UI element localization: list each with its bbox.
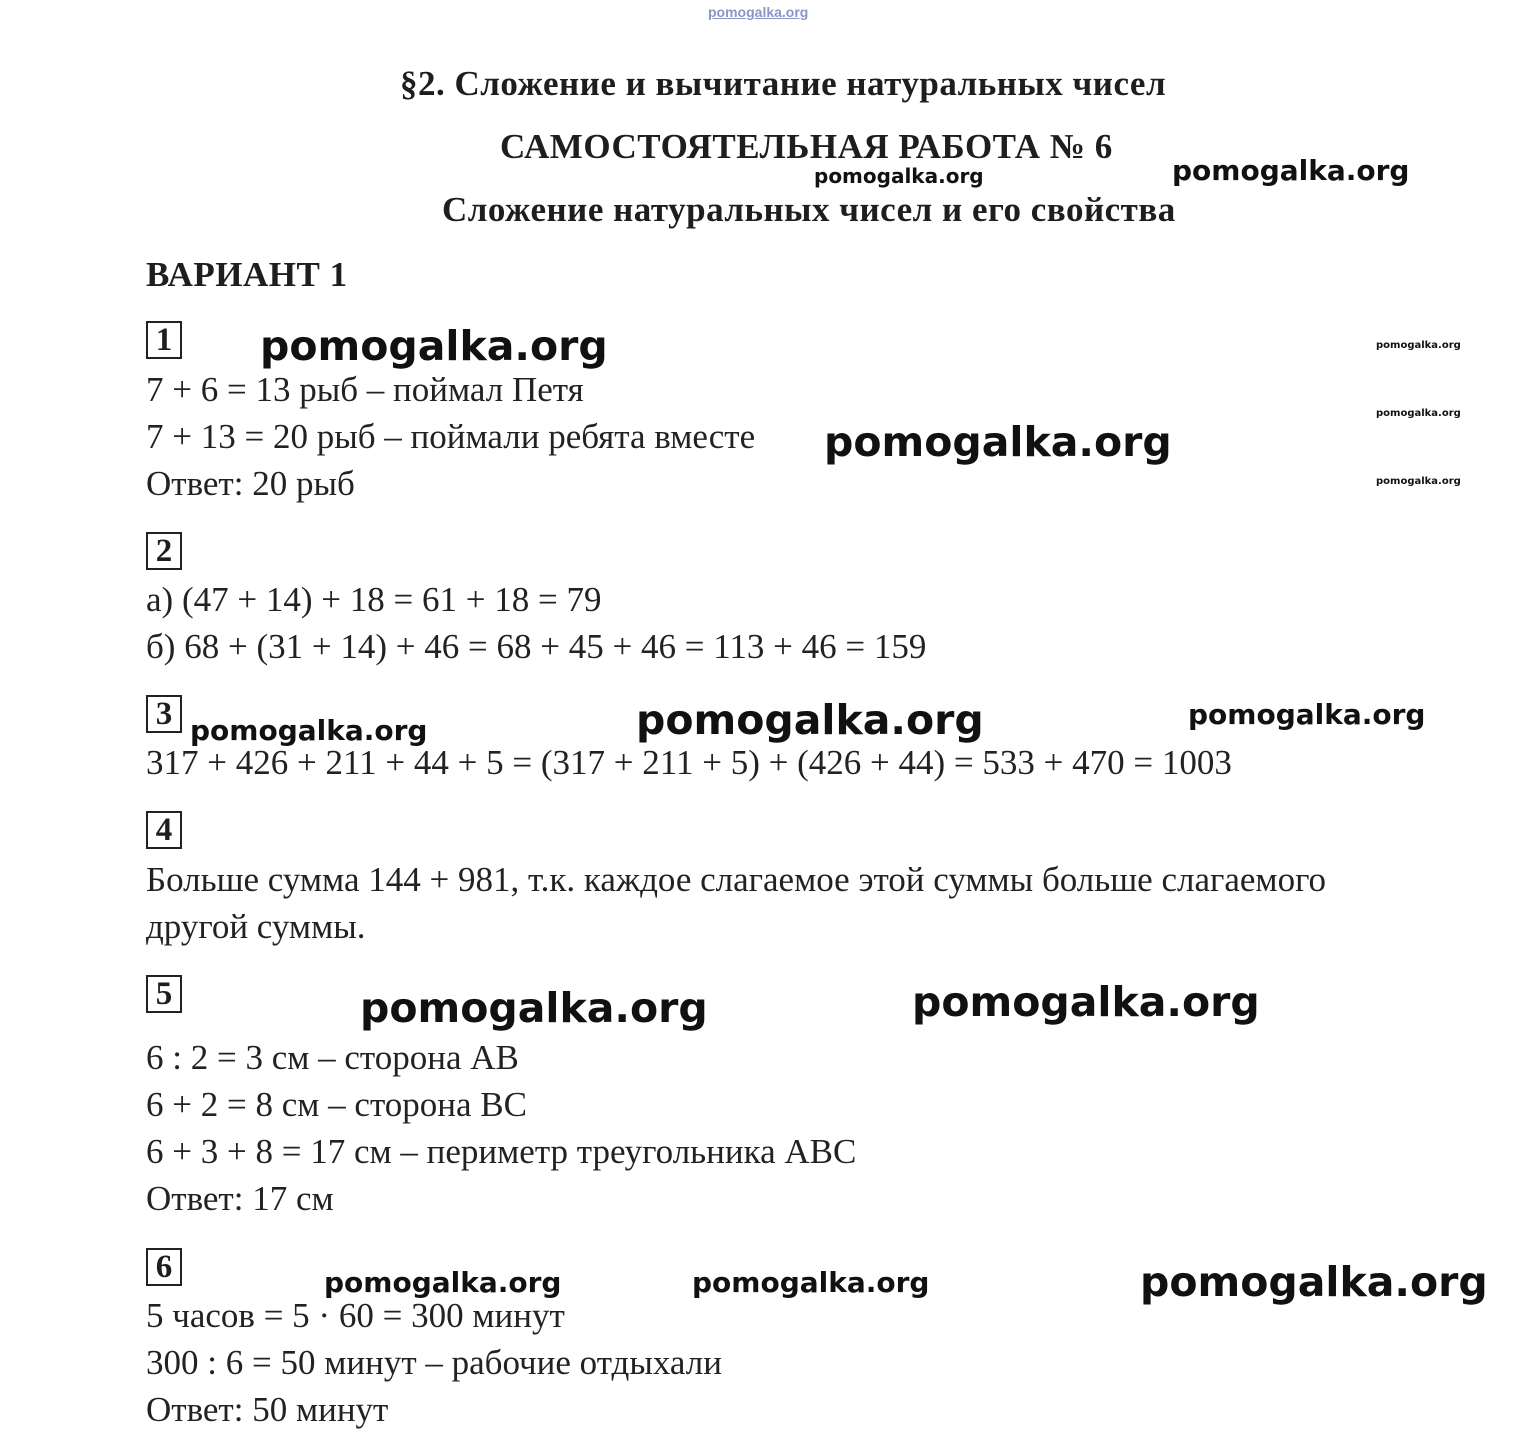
task6-line3: Ответ: 50 минут: [146, 1390, 389, 1429]
work-title: САМОСТОЯТЕЛЬНАЯ РАБОТА № 6: [500, 127, 1113, 166]
watermark: pomogalka.org: [912, 978, 1260, 1026]
task-number-6: 6: [146, 1248, 182, 1286]
section-title: §2. Сложение и вычитание натуральных чисел: [400, 64, 1167, 103]
watermark-top: pomogalka.org: [708, 4, 809, 20]
task5-line1: 6 : 2 = 3 см – сторона АВ: [146, 1038, 519, 1077]
task6-line2: 300 : 6 = 50 минут – рабочие отдыхали: [146, 1343, 722, 1382]
watermark: pomogalka.org: [324, 1266, 562, 1299]
task1-line2: 7 + 13 = 20 рыб – поймали ребята вместе: [146, 417, 756, 456]
task-number-5: 5: [146, 975, 182, 1013]
watermark: pomogalka.org: [360, 984, 708, 1032]
task5-line4: Ответ: 17 см: [146, 1179, 334, 1218]
watermark: pomogalka.org: [692, 1266, 930, 1299]
watermark: pomogalka.org: [636, 696, 984, 744]
watermark: pomogalka.org: [814, 164, 984, 188]
task4-line2: другой суммы.: [146, 907, 366, 946]
task2-line2: б) 68 + (31 + 14) + 46 = 68 + 45 + 46 = 113 + 46 = 159: [146, 627, 927, 666]
task-number-3: 3: [146, 695, 182, 733]
task2-line1: а) (47 + 14) + 18 = 61 + 18 = 79: [146, 580, 602, 619]
task-number-2: 2: [146, 532, 182, 570]
watermark: pomogalka.org: [260, 322, 608, 370]
watermark: pomogalka.org: [1188, 698, 1426, 731]
task3-line1: 317 + 426 + 211 + 44 + 5 = (317 + 211 + 5) + (426 + 44) = 533 + 470 = 1003: [146, 743, 1232, 782]
task1-line3: Ответ: 20 рыб: [146, 464, 355, 503]
variant-title: ВАРИАНТ 1: [146, 255, 348, 294]
task6-line1: 5 часов = 5 · 60 = 300 минут: [146, 1296, 565, 1335]
task-number-1: 1: [146, 321, 182, 359]
task-number-4: 4: [146, 811, 182, 849]
watermark: pomogalka.org: [190, 714, 428, 747]
watermark: pomogalka.org: [1376, 408, 1461, 419]
task5-line2: 6 + 2 = 8 см – сторона ВС: [146, 1085, 527, 1124]
topic-title: Сложение натуральных чисел и его свойства: [442, 190, 1176, 229]
watermark: pomogalka.org: [1172, 154, 1410, 187]
watermark: pomogalka.org: [824, 418, 1172, 466]
watermark: pomogalka.org: [1140, 1258, 1488, 1306]
task4-line1: Больше сумма 144 + 981, т.к. каждое слагаемое этой суммы больше слагаемого: [146, 860, 1327, 899]
watermark: pomogalka.org: [1376, 476, 1461, 487]
task5-line3: 6 + 3 + 8 = 17 см – периметр треугольника АВС: [146, 1132, 857, 1171]
task1-line1: 7 + 6 = 13 рыб – поймал Петя: [146, 370, 584, 409]
watermark: pomogalka.org: [1376, 340, 1461, 351]
